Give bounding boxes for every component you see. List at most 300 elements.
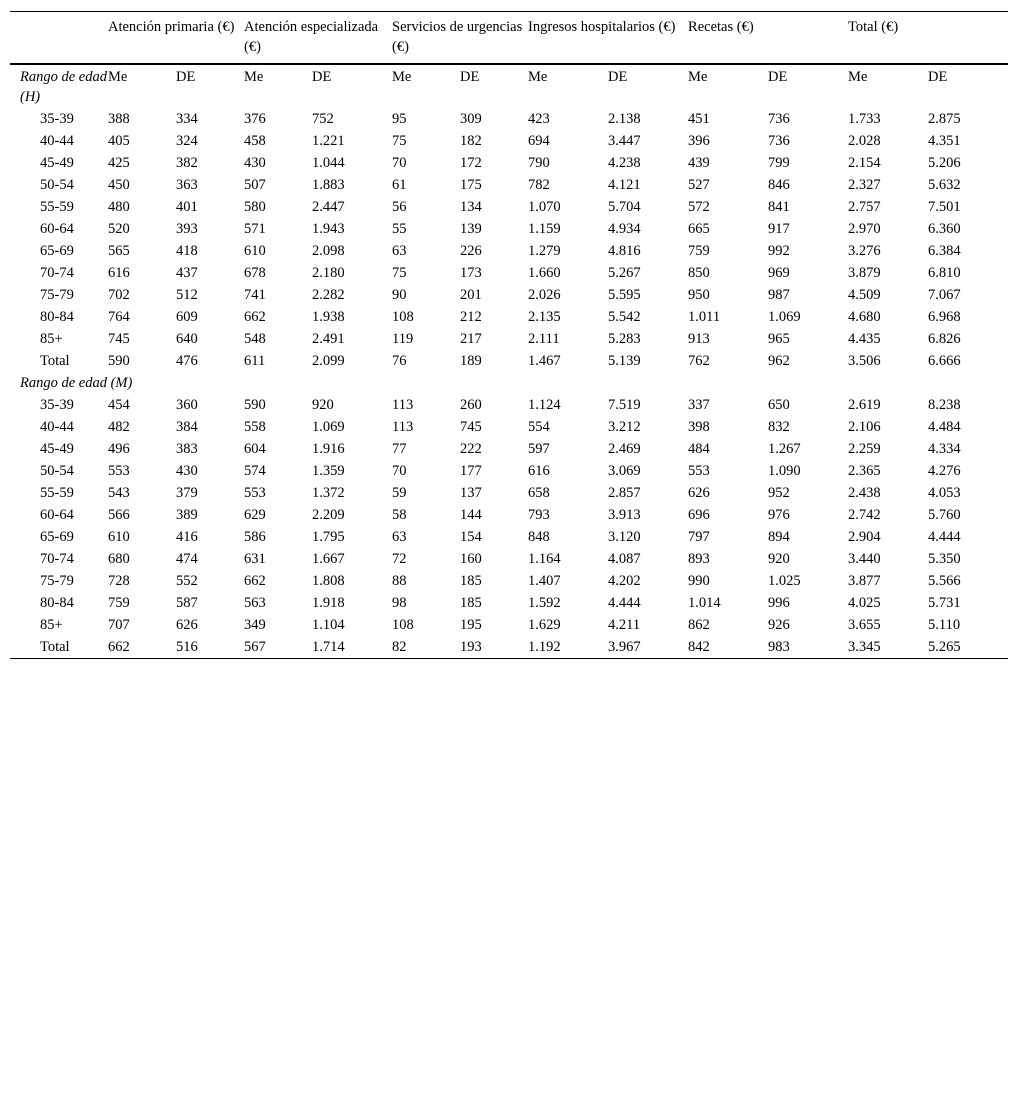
- cell-me-atencion-primaria: 566: [108, 507, 130, 523]
- cell-me-atencion-primaria: 553: [108, 463, 130, 479]
- cell-me-atencion-primaria: 590: [108, 353, 130, 369]
- cell-de-atencion-especializada: 920: [312, 397, 334, 413]
- cell-de-recetas: 920: [768, 551, 790, 567]
- table-row: [10, 219, 1008, 241]
- cell-de-servicios-urgencias: 195: [460, 617, 482, 633]
- cell-de-ingresos-hospitalarios: 2.138: [608, 111, 641, 127]
- cell-de-atencion-especializada: 2.209: [312, 507, 345, 523]
- cell-de-servicios-urgencias: 139: [460, 221, 482, 237]
- cell-me-servicios-urgencias: 108: [392, 617, 414, 633]
- age-range-label: 60-64: [40, 507, 74, 523]
- cell-de-ingresos-hospitalarios: 3.120: [608, 529, 641, 545]
- header-atencion-primaria: Atención primaria (€): [108, 12, 244, 65]
- row-label: [10, 593, 108, 615]
- subheader-me-atencion-primaria: Me: [108, 69, 128, 85]
- cell-me-recetas: 842: [688, 637, 768, 659]
- cell-me-atencion-primaria: 450: [108, 177, 130, 193]
- row-label: [10, 527, 108, 549]
- cell-me-atencion-especializada: 430: [244, 155, 266, 171]
- section-header-row: [10, 64, 1008, 109]
- cell-me-servicios-urgencias: 75: [392, 265, 407, 281]
- cell-de-atencion-primaria: 418: [176, 243, 198, 259]
- cell-de-servicios-urgencias: 154: [460, 529, 482, 545]
- cell-de-total: 4.334: [928, 441, 961, 457]
- cell-me-recetas: 553: [688, 463, 710, 479]
- cell-me-atencion-especializada: 604: [244, 441, 266, 457]
- cell-me-recetas: 396: [688, 133, 710, 149]
- header-corner: [10, 12, 108, 65]
- age-range-label: 45-49: [40, 441, 74, 457]
- cell-de-total: 5.265: [928, 637, 1008, 659]
- cell-me-recetas: 797: [688, 529, 710, 545]
- cell-de-recetas: 832: [768, 419, 790, 435]
- cell-me-total: 3.345: [848, 637, 928, 659]
- cell-de-ingresos-hospitalarios: 4.121: [608, 177, 641, 193]
- cell-de-recetas: 983: [768, 637, 848, 659]
- cell-de-ingresos-hospitalarios: 4.238: [608, 155, 641, 171]
- cell-de-atencion-especializada: 2.098: [312, 243, 345, 259]
- age-range-label: 70-74: [40, 265, 74, 281]
- cell-de-recetas: 962: [768, 353, 790, 369]
- cell-me-servicios-urgencias: 95: [392, 111, 407, 127]
- header-row: [10, 12, 1008, 65]
- cell-de-total: 5.110: [928, 617, 961, 633]
- age-range-label: 60-64: [40, 221, 74, 237]
- cell-de-recetas: 969: [768, 265, 790, 281]
- cell-de-atencion-especializada: 1.372: [312, 485, 345, 501]
- cell-de-recetas: 1.025: [768, 573, 801, 589]
- cell-de-servicios-urgencias: 185: [460, 595, 482, 611]
- age-range-label: 65-69: [40, 243, 74, 259]
- cell-de-total: 4.276: [928, 463, 961, 479]
- cell-me-ingresos-hospitalarios: 790: [528, 155, 550, 171]
- cell-de-recetas: 894: [768, 529, 790, 545]
- cell-me-servicios-urgencias: 56: [392, 199, 407, 215]
- cell-me-ingresos-hospitalarios: 554: [528, 419, 550, 435]
- cell-de-servicios-urgencias: 745: [460, 419, 482, 435]
- table-row: [10, 153, 1008, 175]
- row-label: [10, 175, 108, 197]
- cell-me-atencion-especializada: 662: [244, 573, 266, 589]
- age-range-label: 65-69: [40, 529, 74, 545]
- cell-me-servicios-urgencias: 113: [392, 397, 414, 413]
- cell-me-atencion-especializada: 553: [244, 485, 266, 501]
- row-label: [10, 197, 108, 219]
- table-row: [10, 637, 1008, 659]
- cell-me-servicios-urgencias: 63: [392, 243, 407, 259]
- cell-me-recetas: 762: [688, 353, 710, 369]
- cell-de-total: 5.731: [928, 595, 961, 611]
- row-label: [10, 417, 108, 439]
- row-label: [10, 351, 108, 373]
- cell-me-ingresos-hospitalarios: 1.192: [528, 637, 608, 659]
- cell-de-atencion-primaria: 382: [176, 155, 198, 171]
- cell-me-atencion-especializada: 629: [244, 507, 266, 523]
- cell-de-ingresos-hospitalarios: 5.704: [608, 199, 641, 215]
- cell-me-atencion-especializada: 376: [244, 111, 266, 127]
- cell-me-atencion-primaria: 759: [108, 595, 130, 611]
- cell-de-recetas: 841: [768, 199, 790, 215]
- cell-de-atencion-especializada: 2.282: [312, 287, 345, 303]
- cell-me-ingresos-hospitalarios: 1.629: [528, 617, 561, 633]
- row-label: [10, 329, 108, 351]
- header-servicios-urgencias: Servicios de urgencias (€): [392, 12, 528, 65]
- row-label: [10, 483, 108, 505]
- cell-de-atencion-primaria: 363: [176, 177, 198, 193]
- cell-de-total: 5.760: [928, 507, 961, 523]
- cell-me-recetas: 950: [688, 287, 710, 303]
- row-label: [10, 131, 108, 153]
- cell-me-atencion-especializada: 548: [244, 331, 266, 347]
- age-range-label: 55-59: [40, 199, 74, 215]
- cell-de-atencion-especializada: 1.359: [312, 463, 345, 479]
- cell-de-atencion-primaria: 384: [176, 419, 198, 435]
- cell-de-recetas: 799: [768, 155, 790, 171]
- cell-me-total: 3.877: [848, 573, 881, 589]
- cell-me-ingresos-hospitalarios: 658: [528, 485, 550, 501]
- cell-de-ingresos-hospitalarios: 3.913: [608, 507, 641, 523]
- cell-me-atencion-especializada: 678: [244, 265, 266, 281]
- cell-me-atencion-especializada: 558: [244, 419, 266, 435]
- cell-de-atencion-especializada: 752: [312, 111, 334, 127]
- cell-me-atencion-especializada: 507: [244, 177, 266, 193]
- table-row: [10, 395, 1008, 417]
- age-range-label: Total: [40, 353, 70, 369]
- age-range-label: 70-74: [40, 551, 74, 567]
- cell-de-atencion-primaria: 516: [176, 637, 244, 659]
- cell-de-ingresos-hospitalarios: 2.857: [608, 485, 641, 501]
- cell-de-ingresos-hospitalarios: 5.283: [608, 331, 641, 347]
- age-range-label: Total: [40, 639, 70, 655]
- cell-me-total: 3.440: [848, 551, 881, 567]
- cell-de-atencion-primaria: 334: [176, 111, 198, 127]
- age-range-label: 40-44: [40, 419, 74, 435]
- table-row: [10, 263, 1008, 285]
- cell-me-servicios-urgencias: 70: [392, 463, 407, 479]
- cell-me-total: 4.025: [848, 595, 881, 611]
- subheader-de-atencion-primaria: DE: [176, 69, 196, 85]
- table-row: [10, 351, 1008, 373]
- cell-me-total: 3.276: [848, 243, 881, 259]
- cell-de-total: 6.666: [928, 353, 961, 369]
- cell-me-atencion-especializada: 631: [244, 551, 266, 567]
- age-range-label: 50-54: [40, 463, 74, 479]
- cell-de-ingresos-hospitalarios: 7.519: [608, 397, 641, 413]
- cell-de-servicios-urgencias: 226: [460, 243, 482, 259]
- cell-me-servicios-urgencias: 113: [392, 419, 414, 435]
- cell-de-total: 4.351: [928, 133, 961, 149]
- cell-me-recetas: 893: [688, 551, 710, 567]
- cell-me-atencion-especializada: 580: [244, 199, 266, 215]
- cell-de-servicios-urgencias: 189: [460, 353, 482, 369]
- cell-me-total: 2.757: [848, 199, 881, 215]
- cell-me-ingresos-hospitalarios: 1.124: [528, 397, 561, 413]
- subheader-de-atencion-especializada: DE: [312, 69, 332, 85]
- cell-me-ingresos-hospitalarios: 2.135: [528, 309, 561, 325]
- header-recetas: Recetas (€): [688, 12, 848, 65]
- table-row: [10, 241, 1008, 263]
- cell-me-ingresos-hospitalarios: 848: [528, 529, 550, 545]
- cell-de-servicios-urgencias: 160: [460, 551, 482, 567]
- cell-me-servicios-urgencias: 98: [392, 595, 407, 611]
- row-label: [10, 637, 108, 659]
- cell-de-ingresos-hospitalarios: 3.069: [608, 463, 641, 479]
- cell-de-total: 6.360: [928, 221, 961, 237]
- cell-de-atencion-primaria: 474: [176, 551, 198, 567]
- cell-me-atencion-primaria: 702: [108, 287, 130, 303]
- cell-me-recetas: 527: [688, 177, 710, 193]
- cell-me-atencion-especializada: 349: [244, 617, 266, 633]
- table-row: [10, 505, 1008, 527]
- cell-de-ingresos-hospitalarios: 2.469: [608, 441, 641, 457]
- cell-de-recetas: 917: [768, 221, 790, 237]
- cell-de-recetas: 650: [768, 397, 790, 413]
- age-range-label: 85+: [40, 331, 63, 347]
- cell-me-atencion-primaria: 405: [108, 133, 130, 149]
- cell-de-atencion-especializada: 1.221: [312, 133, 345, 149]
- cell-me-atencion-especializada: 590: [244, 397, 266, 413]
- header-atencion-especializada: Atención especializada (€): [244, 12, 392, 65]
- cell-me-atencion-primaria: 662: [108, 637, 176, 659]
- cell-me-total: 3.655: [848, 617, 881, 633]
- cell-de-atencion-especializada: 1.918: [312, 595, 345, 611]
- cell-me-recetas: 759: [688, 243, 710, 259]
- table-row: [10, 197, 1008, 219]
- cell-de-atencion-primaria: 476: [176, 353, 198, 369]
- cell-de-atencion-primaria: 379: [176, 485, 198, 501]
- header-ingresos-hospitalarios: Ingresos hospitalarios (€): [528, 12, 688, 65]
- cell-me-ingresos-hospitalarios: 1.070: [528, 199, 561, 215]
- table-row: [10, 175, 1008, 197]
- cell-me-atencion-primaria: 480: [108, 199, 130, 215]
- cell-de-atencion-primaria: 324: [176, 133, 198, 149]
- cell-me-atencion-especializada: 574: [244, 463, 266, 479]
- cell-de-total: 4.484: [928, 419, 961, 435]
- row-label: [10, 285, 108, 307]
- age-range-label: 40-44: [40, 133, 74, 149]
- cell-de-atencion-especializada: 2.099: [312, 353, 345, 369]
- age-range-label: 35-39: [40, 397, 74, 413]
- cell-me-atencion-primaria: 616: [108, 265, 130, 281]
- cell-me-atencion-primaria: 728: [108, 573, 130, 589]
- cell-de-atencion-primaria: 552: [176, 573, 198, 589]
- cell-de-servicios-urgencias: 193: [460, 637, 528, 659]
- cell-me-atencion-primaria: 388: [108, 111, 130, 127]
- cell-de-servicios-urgencias: 172: [460, 155, 482, 171]
- cell-de-atencion-especializada: 1.667: [312, 551, 345, 567]
- cell-de-servicios-urgencias: 212: [460, 309, 482, 325]
- cell-me-ingresos-hospitalarios: 1.660: [528, 265, 561, 281]
- table-row: [10, 131, 1008, 153]
- cell-me-atencion-primaria: 764: [108, 309, 130, 325]
- cell-me-servicios-urgencias: 55: [392, 221, 407, 237]
- age-range-label: 75-79: [40, 287, 74, 303]
- cell-me-atencion-primaria: 680: [108, 551, 130, 567]
- age-range-label: 55-59: [40, 485, 74, 501]
- table-row: [10, 593, 1008, 615]
- cell-me-total: 2.365: [848, 463, 881, 479]
- cell-me-atencion-primaria: 707: [108, 617, 130, 633]
- cell-me-total: 4.509: [848, 287, 881, 303]
- row-label: [10, 395, 108, 417]
- cell-me-atencion-primaria: 520: [108, 221, 130, 237]
- cell-de-atencion-primaria: 609: [176, 309, 198, 325]
- cell-de-servicios-urgencias: 260: [460, 397, 482, 413]
- cell-me-atencion-especializada: 662: [244, 309, 266, 325]
- cell-me-recetas: 862: [688, 617, 710, 633]
- cell-de-recetas: 992: [768, 243, 790, 259]
- cell-de-servicios-urgencias: 134: [460, 199, 482, 215]
- cell-de-ingresos-hospitalarios: 5.139: [608, 353, 641, 369]
- row-label: [10, 263, 108, 285]
- cell-me-total: 2.028: [848, 133, 881, 149]
- age-range-label: 50-54: [40, 177, 74, 193]
- cell-me-ingresos-hospitalarios: 1.407: [528, 573, 561, 589]
- age-range-label: 80-84: [40, 595, 74, 611]
- cell-de-atencion-primaria: 360: [176, 397, 198, 413]
- cell-de-recetas: 987: [768, 287, 790, 303]
- cell-me-ingresos-hospitalarios: 1.592: [528, 595, 561, 611]
- subheader-me-servicios-urgencias: Me: [392, 69, 412, 85]
- cell-de-recetas: 1.267: [768, 441, 801, 457]
- cell-de-recetas: 1.090: [768, 463, 801, 479]
- cell-me-recetas: 1.011: [688, 309, 721, 325]
- table-row: [10, 571, 1008, 593]
- cell-de-servicios-urgencias: 144: [460, 507, 482, 523]
- subheader-de-servicios-urgencias: DE: [460, 69, 480, 85]
- section-title: Rango de edad (H): [20, 69, 107, 105]
- cell-de-total: 5.566: [928, 573, 961, 589]
- cell-de-recetas: 736: [768, 133, 790, 149]
- cell-de-total: 4.444: [928, 529, 961, 545]
- cell-me-ingresos-hospitalarios: 1.164: [528, 551, 561, 567]
- cell-de-total: 5.206: [928, 155, 961, 171]
- row-label: [10, 219, 108, 241]
- subheader-me-recetas: Me: [688, 69, 708, 85]
- table-row: [10, 285, 1008, 307]
- cell-me-recetas: 850: [688, 265, 710, 281]
- cell-me-atencion-primaria: 482: [108, 419, 130, 435]
- cell-me-ingresos-hospitalarios: 694: [528, 133, 550, 149]
- row-label: [10, 439, 108, 461]
- table-row: [10, 307, 1008, 329]
- cell-de-atencion-primaria: 393: [176, 221, 198, 237]
- table-row: [10, 439, 1008, 461]
- cell-me-atencion-especializada: 610: [244, 243, 266, 259]
- cell-de-atencion-primaria: 416: [176, 529, 198, 545]
- cell-de-ingresos-hospitalarios: 4.087: [608, 551, 641, 567]
- cell-me-servicios-urgencias: 88: [392, 573, 407, 589]
- cell-de-total: 5.632: [928, 177, 961, 193]
- cell-me-atencion-primaria: 745: [108, 331, 130, 347]
- cell-me-servicios-urgencias: 75: [392, 133, 407, 149]
- cell-de-total: 7.067: [928, 287, 961, 303]
- cell-me-ingresos-hospitalarios: 782: [528, 177, 550, 193]
- cell-me-total: 2.259: [848, 441, 881, 457]
- cell-me-recetas: 665: [688, 221, 710, 237]
- cell-de-ingresos-hospitalarios: 5.595: [608, 287, 641, 303]
- table-body: [10, 64, 1008, 659]
- cell-me-atencion-primaria: 543: [108, 485, 130, 501]
- cell-de-servicios-urgencias: 309: [460, 111, 482, 127]
- cell-me-atencion-especializada: 571: [244, 221, 266, 237]
- cell-de-total: 4.053: [928, 485, 961, 501]
- cell-de-total: 8.238: [928, 397, 961, 413]
- cell-me-servicios-urgencias: 108: [392, 309, 414, 325]
- cell-me-recetas: 626: [688, 485, 710, 501]
- cell-de-atencion-especializada: 1.883: [312, 177, 345, 193]
- cell-de-recetas: 736: [768, 111, 790, 127]
- cell-me-recetas: 337: [688, 397, 710, 413]
- cell-de-atencion-especializada: 1.938: [312, 309, 345, 325]
- table-row: [10, 461, 1008, 483]
- cell-de-recetas: 996: [768, 595, 790, 611]
- cell-de-ingresos-hospitalarios: 4.816: [608, 243, 641, 259]
- age-range-label: 85+: [40, 617, 63, 633]
- cell-me-atencion-especializada: 611: [244, 353, 266, 369]
- cell-me-recetas: 451: [688, 111, 710, 127]
- cost-table: [10, 11, 1008, 659]
- row-label: [10, 505, 108, 527]
- age-range-label: 75-79: [40, 573, 74, 589]
- cell-de-total: 6.968: [928, 309, 961, 325]
- cell-de-ingresos-hospitalarios: 4.202: [608, 573, 641, 589]
- row-label: [10, 109, 108, 131]
- cell-de-atencion-primaria: 401: [176, 199, 198, 215]
- cell-me-total: 2.327: [848, 177, 881, 193]
- table-row: [10, 615, 1008, 637]
- cell-de-atencion-especializada: 2.491: [312, 331, 345, 347]
- cell-me-servicios-urgencias: 119: [392, 331, 414, 347]
- age-range-label: 45-49: [40, 155, 74, 171]
- cell-me-recetas: 990: [688, 573, 710, 589]
- cell-de-servicios-urgencias: 201: [460, 287, 482, 303]
- cell-de-atencion-especializada: 1.069: [312, 419, 345, 435]
- row-label: [10, 461, 108, 483]
- cell-me-recetas: 913: [688, 331, 710, 347]
- cell-de-servicios-urgencias: 217: [460, 331, 482, 347]
- cell-me-ingresos-hospitalarios: 1.159: [528, 221, 561, 237]
- cell-de-atencion-primaria: 389: [176, 507, 198, 523]
- cell-me-total: 2.106: [848, 419, 881, 435]
- table-row: [10, 483, 1008, 505]
- cell-de-servicios-urgencias: 137: [460, 485, 482, 501]
- row-label: [10, 571, 108, 593]
- cell-me-total: 4.435: [848, 331, 881, 347]
- table-row: [10, 527, 1008, 549]
- cell-me-ingresos-hospitalarios: 2.026: [528, 287, 561, 303]
- cell-me-total: 2.154: [848, 155, 881, 171]
- cell-de-ingresos-hospitalarios: 4.444: [608, 595, 641, 611]
- cell-de-atencion-primaria: 383: [176, 441, 198, 457]
- cell-de-ingresos-hospitalarios: 5.542: [608, 309, 641, 325]
- cell-me-total: 1.733: [848, 111, 881, 127]
- row-label: [10, 307, 108, 329]
- cell-de-ingresos-hospitalarios: 4.211: [608, 617, 641, 633]
- cell-me-ingresos-hospitalarios: 2.111: [528, 331, 560, 347]
- cell-de-atencion-primaria: 626: [176, 617, 198, 633]
- cell-me-total: 2.904: [848, 529, 881, 545]
- cell-de-ingresos-hospitalarios: 3.212: [608, 419, 641, 435]
- cell-me-atencion-especializada: 458: [244, 133, 266, 149]
- cell-me-ingresos-hospitalarios: 616: [528, 463, 550, 479]
- cell-de-atencion-especializada: 1.808: [312, 573, 345, 589]
- table-row: [10, 329, 1008, 351]
- cell-de-atencion-primaria: 587: [176, 595, 198, 611]
- cell-me-servicios-urgencias: 59: [392, 485, 407, 501]
- cell-me-servicios-urgencias: 90: [392, 287, 407, 303]
- row-label: [10, 615, 108, 637]
